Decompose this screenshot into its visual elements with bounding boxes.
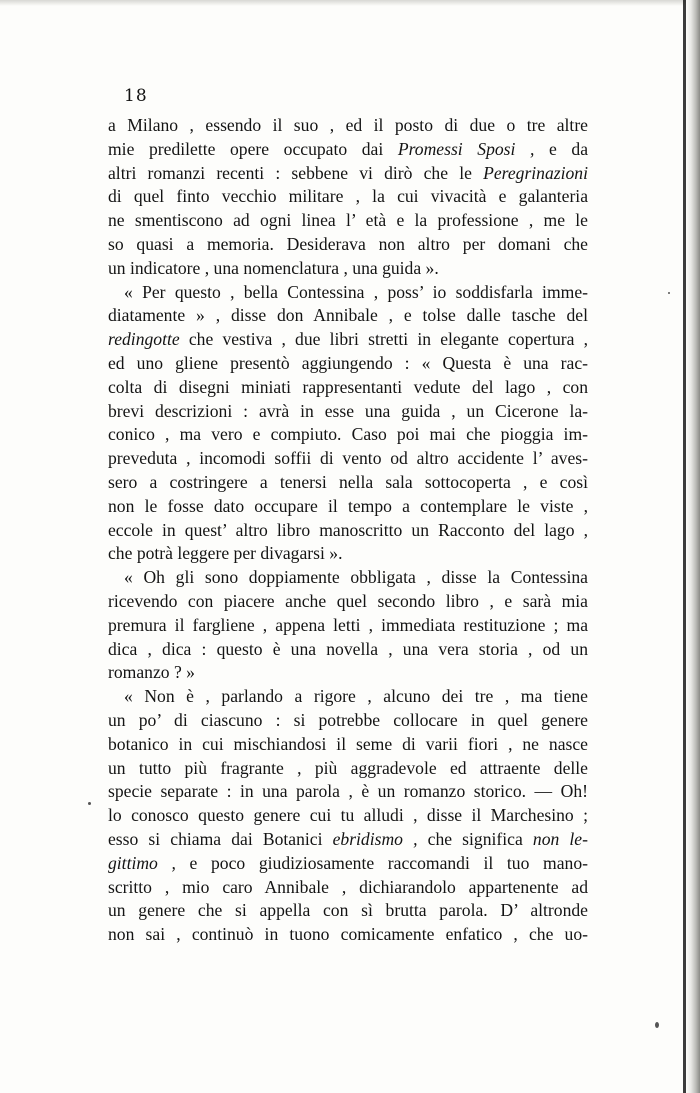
text-segment: e da [534, 138, 588, 159]
text-segment: scritto , mio caro Annibale , dichiarandolo appartenente ad [108, 876, 588, 897]
paper-speck [655, 1022, 659, 1028]
italic-text: non le- [532, 828, 588, 849]
text-segment: diatamente » , disse don Annibale , e tolse dalle tasche del [108, 305, 588, 326]
text-line [108, 471, 588, 495]
text-segment: sero a costringere a tenersi nella sala sottocoperta , e così [108, 471, 588, 492]
text-line [108, 304, 588, 328]
page-top-shadow [0, 0, 700, 6]
text-segment: esso si chiama dai Botanici [108, 828, 333, 849]
text-line [108, 876, 588, 900]
text-line [108, 185, 588, 209]
text-segment: so quasi a memoria. Desiderava non altro per domani che [108, 233, 588, 254]
italic-text: ebridismo , [332, 828, 418, 849]
text-line [108, 519, 588, 543]
text-line [108, 709, 588, 733]
text-segment: colta di disegni miniati rappresentanti vedute del lago , con [108, 376, 588, 397]
text-line [108, 542, 588, 566]
text-line [108, 899, 588, 923]
italic-text: Peregrinazioni [483, 162, 588, 183]
text-line [108, 757, 588, 781]
paper-speck [88, 802, 91, 805]
text-line [108, 923, 588, 947]
text-segment: botanico in cui mischiandosi il seme di varii fiori , ne nasce [108, 733, 588, 754]
text-line [108, 614, 588, 638]
text-line [108, 661, 588, 685]
text-segment: un tutto più fragrante , più aggradevole ed attraente delle [108, 757, 588, 778]
text-line [108, 257, 588, 281]
text-segment: conico , ma vero e compiuto. Caso poi mai che pioggia im- [108, 424, 588, 445]
text-segment: mie predilette opere occupato dai [108, 138, 398, 159]
text-segment: che significa [417, 828, 533, 849]
text-line [108, 685, 588, 709]
page-number: 18 [124, 86, 148, 106]
text-segment: « Per questo , bella Contessina , poss’ io soddisfarla imme- [124, 281, 588, 302]
text-segment: a Milano , essendo il suo , ed il posto di due o tre altre [108, 115, 588, 135]
text-segment: « Oh gli sono doppiamente obbligata , disse la Contessina [124, 567, 588, 588]
text-segment: un po’ di ciascuno : si potrebbe collocare in quel genere [108, 709, 588, 730]
text-line [108, 566, 588, 590]
italic-text: Promessi Sposi , [397, 138, 535, 159]
text-line [108, 352, 588, 376]
text-line [108, 281, 588, 305]
text-segment: preveduta , incomodi soffii di vento od altro accidente l’ aves- [108, 448, 588, 469]
text-line [108, 138, 588, 162]
text-line [108, 638, 588, 662]
text-segment: ed uno gliene presentò aggiungendo : « Questa è una rac- [108, 352, 588, 373]
text-segment: dica , dica : questo è una novella , una vera storia , od un [108, 638, 588, 659]
binding-edge-shadow [686, 0, 700, 1093]
text-line [108, 114, 588, 138]
text-segment: premura il fargliene , appena letti , immediata restituzione ; ma [108, 614, 588, 635]
text-segment: lo conosco questo genere cui tu alludi , disse il Marchesino ; [108, 805, 588, 826]
text-segment: che potrà leggere per divagarsi ». [108, 543, 343, 564]
italic-text: redingotte [108, 329, 180, 350]
text-line [108, 423, 588, 447]
body-text [108, 114, 588, 947]
text-segment: romanzo ? » [108, 662, 195, 683]
text-segment: eccole in quest’ altro libro manoscritto un Racconto del lago , [108, 519, 588, 540]
text-segment: e poco giudiziosamente raccomandi il tuo mano- [175, 852, 588, 873]
text-segment: ricevendo con piacere anche quel secondo libro , e sarà mia [108, 590, 588, 611]
text-segment: un indicatore , una nomenclatura , una guida ». [108, 257, 439, 278]
text-line [108, 376, 588, 400]
text-line [108, 162, 588, 186]
text-line [108, 233, 588, 257]
text-line [108, 733, 588, 757]
text-segment: ne smentiscono ad ogni linea l’ età e la professione , me le [108, 210, 588, 231]
text-segment: brevi descrizioni : avrà in esse una guida , un Cicerone la- [108, 400, 588, 421]
text-segment: non le fosse dato occupare il tempo a contemplare le viste , [108, 495, 588, 516]
text-line [108, 852, 588, 876]
paper-speck [668, 292, 670, 294]
italic-text: gittimo , [108, 852, 176, 873]
text-segment: non sai , continuò in tuono comicamente enfatico , che uo- [108, 924, 588, 945]
text-line [108, 209, 588, 233]
text-line [108, 495, 588, 519]
text-segment: che vestiva , due libri stretti in elegante copertura , [179, 329, 588, 350]
text-segment: specie separate : in una parola , è un romanzo storico. — Oh! [108, 781, 588, 802]
text-line [108, 804, 588, 828]
text-line [108, 400, 588, 424]
text-line [108, 328, 588, 352]
text-segment: un genere che si appella con sì brutta parola. D’ altronde [108, 900, 588, 921]
text-line [108, 590, 588, 614]
text-line [108, 828, 588, 852]
text-line [108, 780, 588, 804]
text-line [108, 447, 588, 471]
text-segment: altri romanzi recenti : sebbene vi dirò che le [108, 162, 484, 183]
text-segment: di quel finto vecchio militare , la cui vivacità e galanteria [108, 186, 588, 207]
text-segment: « Non è , parlando a rigore , alcuno dei tre , ma tiene [124, 686, 588, 707]
